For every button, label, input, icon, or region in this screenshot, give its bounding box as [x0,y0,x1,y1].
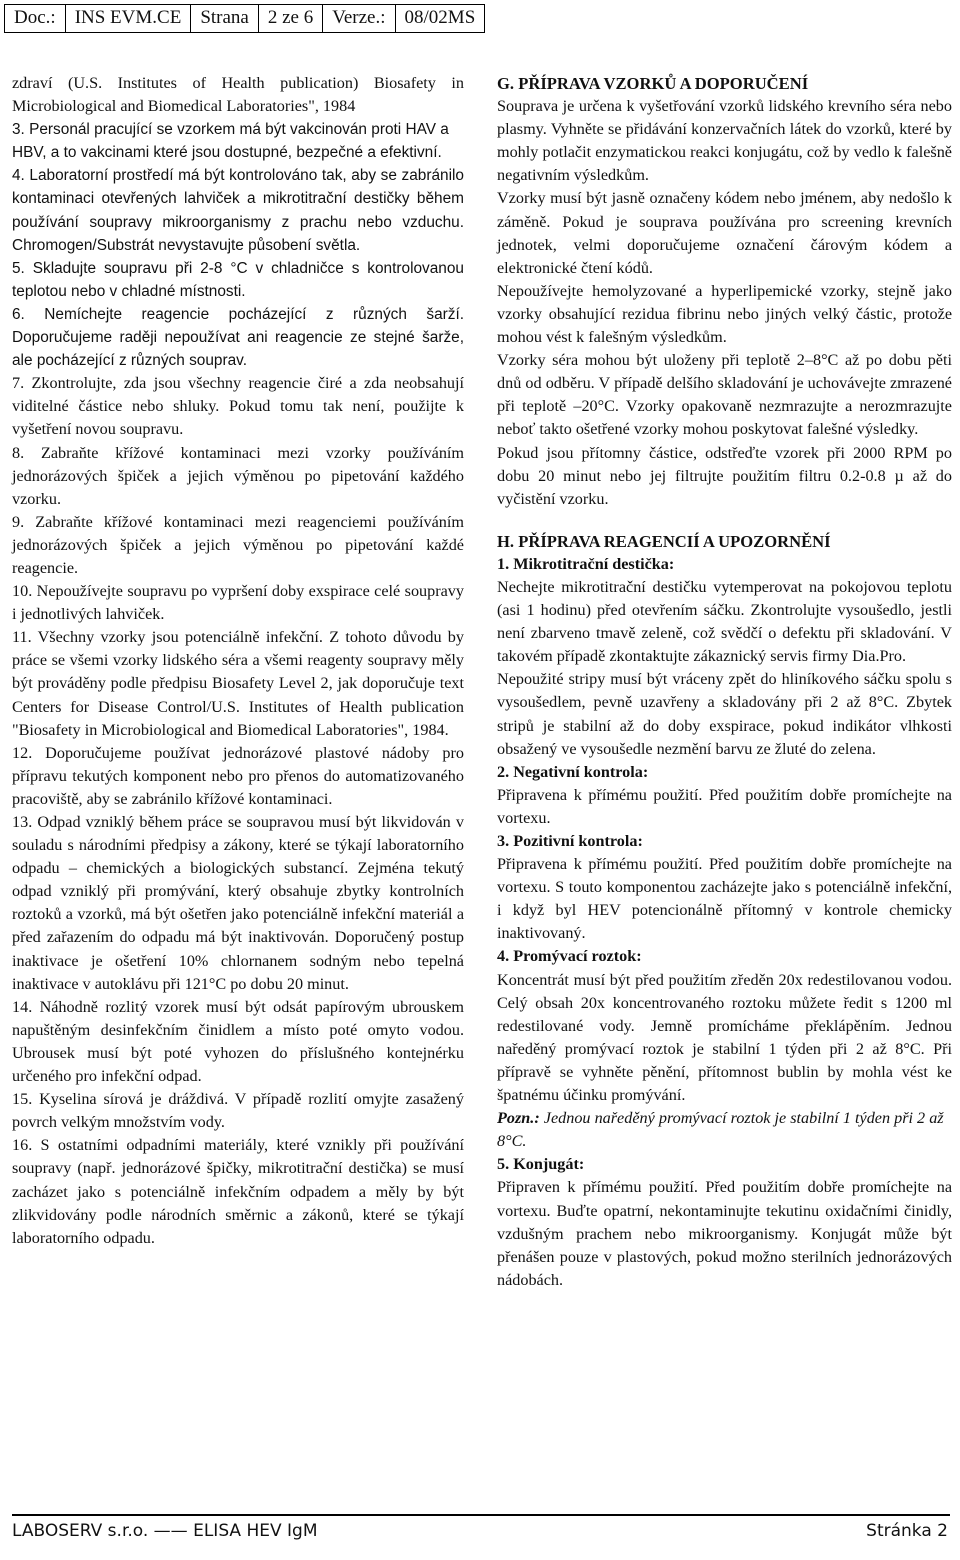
version-label: Verze.: [323,5,395,33]
section-g-paragraph-5: Pokud jsou přítomny částice, odstřeďte vzorek při 2000 RPM po dobu 20 minut nebo jej filtrujte použitím filtru 0.2-0.8 µ až do vyčistění vzorku. [497,443,952,508]
subsection-4-paragraph: Koncentrát musí být před použitím zředěn 20x redestilovanou vodou. Celý obsah 20x koncentrovaného roztoku můžete ředit s 1200 ml redestilované vody. Jemně promícháme překlápěním. Jednou naředěný promývací roztok je stabilní 1 týden při 2 až 8°C. Při přípravě se vyhněte pěnění, přítomnost bublin by mohla vést ke špatnému účinku promývání. [497,970,952,1105]
subsection-1-paragraph-1: Nechejte mikrotitrační destičku vytemperovat na pokojovou teplotu (asi 1 hodinu) před otevřením sáčku. Zkontrolujte vysoušedlo, jestli není zbarveno tmavě zeleně, což svědčí o defektu při skladování. V takovém případě zkontaktujte zákaznický servis firmy Dia.Pro. [497,577,952,666]
doc-value: INS EVM.CE [65,5,191,33]
subsection-3-title: 3. Pozitivní kontrola: [497,832,643,850]
version-value: 08/02MS [395,5,485,33]
section-h-heading: H. PŘÍPRAVA REAGENCIÍ A UPOZORNĚNÍ [497,531,831,551]
precaution-15: 15. Kyselina sírová je dráždivá. V případě rozlití omyjte zasažený povrch velkým množstvím vody. [12,1090,464,1132]
section-spacer [497,511,952,530]
subsection-5-title: 5. Konjugát: [497,1155,585,1174]
precaution-3: 3. Personál pracující se vzorkem má být vakcinován proti HAV a HBV, a to vakcinami které jsou dostupné, bezpečné a efektivní. [12,121,449,162]
precaution-14: 14. Náhodně rozlitý vzorek musí být odsát papírovým ubrouskem napuštěným desinfekčním činidlem a místo poté omyto vodou. Ubrousek musí být poté vyhozen do příslušného kontejnérku určeného pro infekční odpad. [12,997,464,1086]
subsection-3-paragraph: Připravena k přímému použití. Před použitím dobře promíchejte na vortexu. S touto komponentou zacházejte jako s potenciálně infekční, i když byl HEV potencionálně přítomný v kontrole chemicky inaktivovaný. [497,855,952,943]
document-header-table [4,4,485,33]
precaution-4: 4. Laboratorní prostředí má být kontrolováno tak, aby se zabránilo kontaminaci otevřených lahviček a mikrotitrační destičky během používání soupravy mikroorganismy z prachu nebo vzduchu. Chromogen/Substrát nevystavujte působení světla. [12,167,464,254]
section-g-paragraph-2: Vzorky musí být jasně označeny kódem nebo jménem, aby nedošlo k záměně. Pokud je souprava používána pro screening krevních jednotek, velmi doporučujeme označení čárovým kódem a elektronické čtení kódů. [497,189,952,277]
right-column [497,72,952,1292]
page-value: 2 ze 6 [258,5,322,33]
subsection-2-paragraph: Připravena k přímému použití. Před použitím dobře promíchejte na vortexu. [497,785,952,827]
subsection-1-title: 1. Mikrotitrační destička: [497,554,675,573]
subsection-4-title: 4. Promývací roztok: [497,947,642,966]
section-g-paragraph-3: Nepoužívejte hemolyzované a hyperlipemické vzorky, stejně jako vzorky obsahující rezidua fibrinu nebo jiných velký částic, protože mohou vést k falešným výsledkům. [497,281,952,347]
note-label: Pozn.: [497,1109,540,1128]
precaution-8: 8. Zabraňte křížové kontaminaci mezi vzorky používáním jednorázových špiček a jejich výměnou po pipetování každého vzorku. [12,443,464,508]
section-g-paragraph-1: Souprava je určena k vyšetřování vzorků lidského krevního séra nebo plasmy. Vyhněte se přidávání konzervačních látek do vzorků, které by mohly potlačit enzymatickou reakci konjugátu, což by vedlo k falešně negativním výsledkům. [497,97,952,185]
precaution-11: 11. Všechny vzorky jsou potenciálně infekční. Z tohoto důvodu by práce se všemi vzorky lidského séra a všemi reagenty soupravy měly být prováděny podle předpisu Biosafety Level 2, jak doporučuje text Centers for Disease Control/U.S. Institutes of Health publication "Biosafety in Microbiological and Biomedical Laboratories", 1984. [12,628,464,739]
footer-company-product: LABOSERV s.r.o. —— ELISA HEV IgM [12,1521,318,1541]
precaution-16: 16. S ostatními odpadními materiály, které vznikly při používání soupravy (např. jednorázové špičky, mikrotitrační destička) se musí zacházet jako s potenciálně infekčním odpadem a měly by být zlikvidovány podle národních směrnic a zákonů, které se týkají laboratorního odpadu. [12,1136,464,1247]
precaution-6: 6. Nemíchejte reagencie pocházející z různých šarží. Doporučujeme raději nepoužívat ani reagencie ze stejné šarže, ale pocházející z různých souprav. [12,305,464,370]
precaution-5: 5. Skladujte soupravu při 2-8 °C v chladničce s kontrolovanou teplotou nebo v chladné místnosti. [12,259,464,300]
footer-page-number: Stránka 2 [866,1521,948,1541]
section-g-heading: G. PŘÍPRAVA VZORKŮ A DOPORUČENÍ [497,74,809,93]
precaution-9: 9. Zabraňte křížové kontaminaci mezi reagenciemi používáním jednorázových špiček a jejich výměnou po pipetování každé reagencie. [12,512,464,577]
left-column [12,72,464,1250]
precaution-7: 7. Zkontrolujte, zda jsou všechny reagencie čiré a zda neobsahují viditelné částice nebo shluky. Pokud tomu tak není, použijte k vyšetření novou soupravu. [12,374,464,439]
doc-label: Doc.: [5,5,66,33]
subsection-4-note [497,1107,952,1153]
precaution-12: 12. Doporučujeme používat jednorázové plastové nádoby pro přípravu tekutých komponent nebo pro přenos do automatizovaného pracoviště, aby se zabránilo křížové kontaminaci. [12,743,464,808]
subsection-1-paragraph-2: Nepoužité stripy musí být vráceny zpět do hliníkového sáčku spolu s vysoušedlem, pevně uzavřeny a skladovány při 2 až 8°C. Zbytek stripů je stabilní až do doby exspirace, pokud indikátor vlhkosti obsažený ve vysoušedle nezmění barvu ze žluté do zelena. [497,670,952,758]
note-text: Jednou naředěný promývací roztok je stabilní 1 týden při 2 až 8°C. [497,1109,944,1151]
precaution-10: 10. Nepoužívejte soupravu po vypršení doby exspirace celé soupravy i jednotlivých lahviček. [12,582,464,624]
section-g-paragraph-4: Vzorky séra mohou být uloženy při teplotě 2–8°C až po dobu pěti dnů od odběru. V případě delšího skladování je uchovávejte zmrazené při teplotě –20°C. Vzorky opakovaně nezmrazujte a nerozmrazujte neboť takto ošetřené vzorky mohou poskytovat falešné výsledky. [497,351,952,439]
page-label: Strana [191,5,259,33]
footer-rule [12,1514,950,1516]
intro-continuation: zdraví (U.S. Institutes of Health publication) Biosafety in Microbiological and Biomedical Laboratories", 1984 [12,74,464,116]
subsection-2-title: 2. Negativní kontrola: [497,762,649,781]
subsection-5-paragraph: Připraven k přímému použití. Před použitím dobře promíchejte na vortexu. Buďte opatrní, nekontaminujte tekutinu oxidačními činidly, vzdušným prachem nebo mikroorganismy. Konjugát může být přenášen pouze v plastových, pokud možno sterilních jednorázových nádobách. [497,1178,952,1289]
precaution-13: 13. Odpad vzniklý během práce se soupravou musí být likvidován v souladu s národními předpisy a zákony, které se týkají laboratorního odpadu – chemických a biologických substancí. Zejména tekutý odpad vzniklý při promývání, který obsahuje zbytky kontrolních roztoků a vzorků, má být ošetřen jako potenciálně infekční materiál a před zařazením do odpadu má být inaktivován. Doporučený postup inaktivace je ošetření 10% chlornanem sodným nebo tepelná inaktivace v autoklávu při 121°C po dobu 20 minut. [12,813,464,993]
